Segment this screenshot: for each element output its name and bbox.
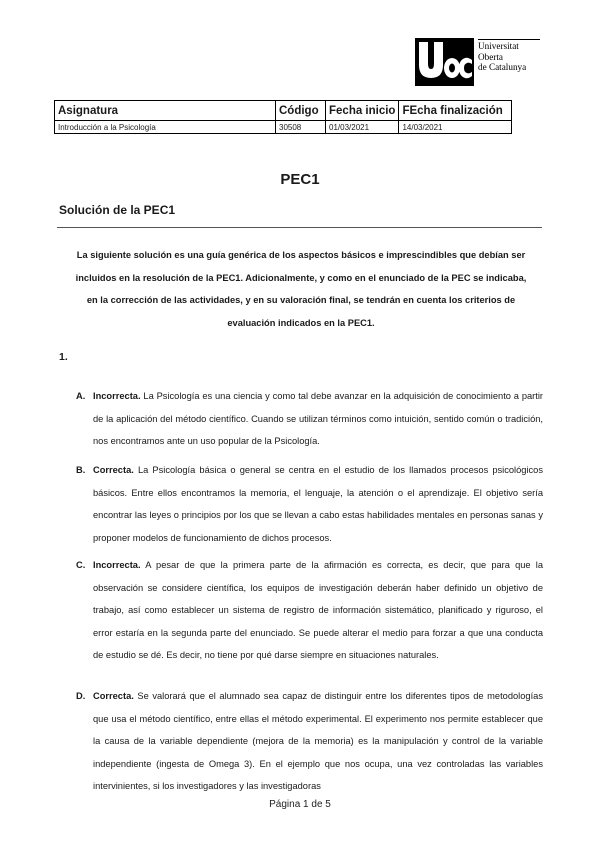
answer-item-c bbox=[76, 554, 543, 667]
header-fecha-inicio: Fecha inicio bbox=[326, 101, 399, 121]
item-body bbox=[93, 685, 543, 798]
cell-codigo: 30508 bbox=[276, 121, 326, 134]
logo-line-3: de Catalunya bbox=[478, 62, 527, 72]
answer-item-d bbox=[76, 685, 543, 798]
item-text: Se valorará que el alumnado sea capaz de distinguir entre los diferentes tipos de metodologías que usa el método científico, entre ellas el método experimental. El experimento nos permite establecer que la causa de la variable dependiente (mejora de la memoria) es la manipulación y control de la variable independiente (ingesta de Omega 3). En el ejemplo que nos ocupa, una vez controladas las variables intervinientes, si los investigadores y las investigadoras bbox=[93, 691, 543, 792]
uoc-logo bbox=[415, 38, 543, 86]
cell-fecha-inicio: 01/03/2021 bbox=[326, 121, 399, 134]
item-verdict: Correcta. bbox=[93, 465, 134, 475]
item-letter: D. bbox=[76, 691, 86, 701]
item-verdict: Correcta. bbox=[93, 691, 134, 701]
page-title: PEC1 bbox=[280, 171, 320, 188]
table-header-row bbox=[55, 101, 512, 121]
divider bbox=[57, 227, 542, 228]
item-letter: C. bbox=[76, 560, 86, 570]
uoc-logo-mark bbox=[415, 38, 474, 86]
cell-asignatura: Introducción a la Psicología bbox=[55, 121, 276, 134]
logo-divider bbox=[478, 39, 540, 40]
item-text: A pesar de que la primera parte de la afirmación es correcta, es decir, que para que la observación se considere científica, los equipos de investigación deberán haber definido un objetivo de trabajo, así como establecer un sistema de registro de información sistemático, planificado y riguroso, el error estaría en la segunda parte del enunciado. Se puede alterar el medio para forzar a que una conducta de estudio se dé. Es decir, no tiene por qué darse siempre en situaciones naturales. bbox=[93, 560, 544, 661]
intro-paragraph: La siguiente solución es una guía genérica de los aspectos básicos e imprescindibles que debían ser incluidos en la resolución de la PEC1. Adicionalmente, y como en el enunciado de la PEC se indicaba, en la corrección de las actividades, y en su valoración final, se tendrán en cuenta los criterios de evaluación indicados en la PEC1. bbox=[75, 250, 527, 328]
item-verdict: Incorrecta. bbox=[93, 560, 141, 570]
item-text: La Psicología básica o general se centra en el estudio de los llamados procesos psicológicos básicos. Entre ellos encontramos la memoria, el lenguaje, la atención o el aprendizaje. El objetivo sería encontrar las leyes o principios por los que se llevan a cabo estas habilidades mentales en personas sanas y proponer modelos de funcionamiento de dichos procesos. bbox=[93, 465, 543, 543]
question-number: 1. bbox=[59, 351, 68, 363]
item-letter: A. bbox=[76, 391, 86, 401]
item-text: La Psicología es una ciencia y como tal debe avanzar en la adquisición de conocimiento a partir de la aplicación del método científico. Cuando se utilizan términos como intuición, sentido común o tradición, nos encontramos ante un uso popular de la Psicología. bbox=[93, 391, 543, 447]
table-row bbox=[55, 121, 512, 134]
header-asignatura: Asignatura bbox=[55, 101, 276, 121]
item-letter: B. bbox=[76, 465, 86, 475]
item-body bbox=[93, 554, 543, 667]
page-footer: Página 1 de 5 bbox=[269, 799, 331, 810]
header-fecha-finalizacion: FEcha finalización bbox=[399, 101, 512, 121]
cell-fecha-finalizacion: 14/03/2021 bbox=[399, 121, 512, 134]
item-body bbox=[93, 385, 543, 453]
logo-wordmark bbox=[478, 41, 526, 73]
answer-item-b bbox=[76, 459, 543, 549]
item-verdict: Incorrecta. bbox=[93, 391, 141, 401]
answer-item-a bbox=[76, 385, 543, 453]
logo-line-1: Universitat bbox=[478, 41, 519, 51]
course-info-table bbox=[54, 100, 512, 134]
item-body bbox=[93, 459, 543, 549]
section-subtitle: Solución de la PEC1 bbox=[59, 203, 176, 217]
header-codigo: Código bbox=[276, 101, 326, 121]
logo-line-2: Oberta bbox=[478, 51, 503, 62]
